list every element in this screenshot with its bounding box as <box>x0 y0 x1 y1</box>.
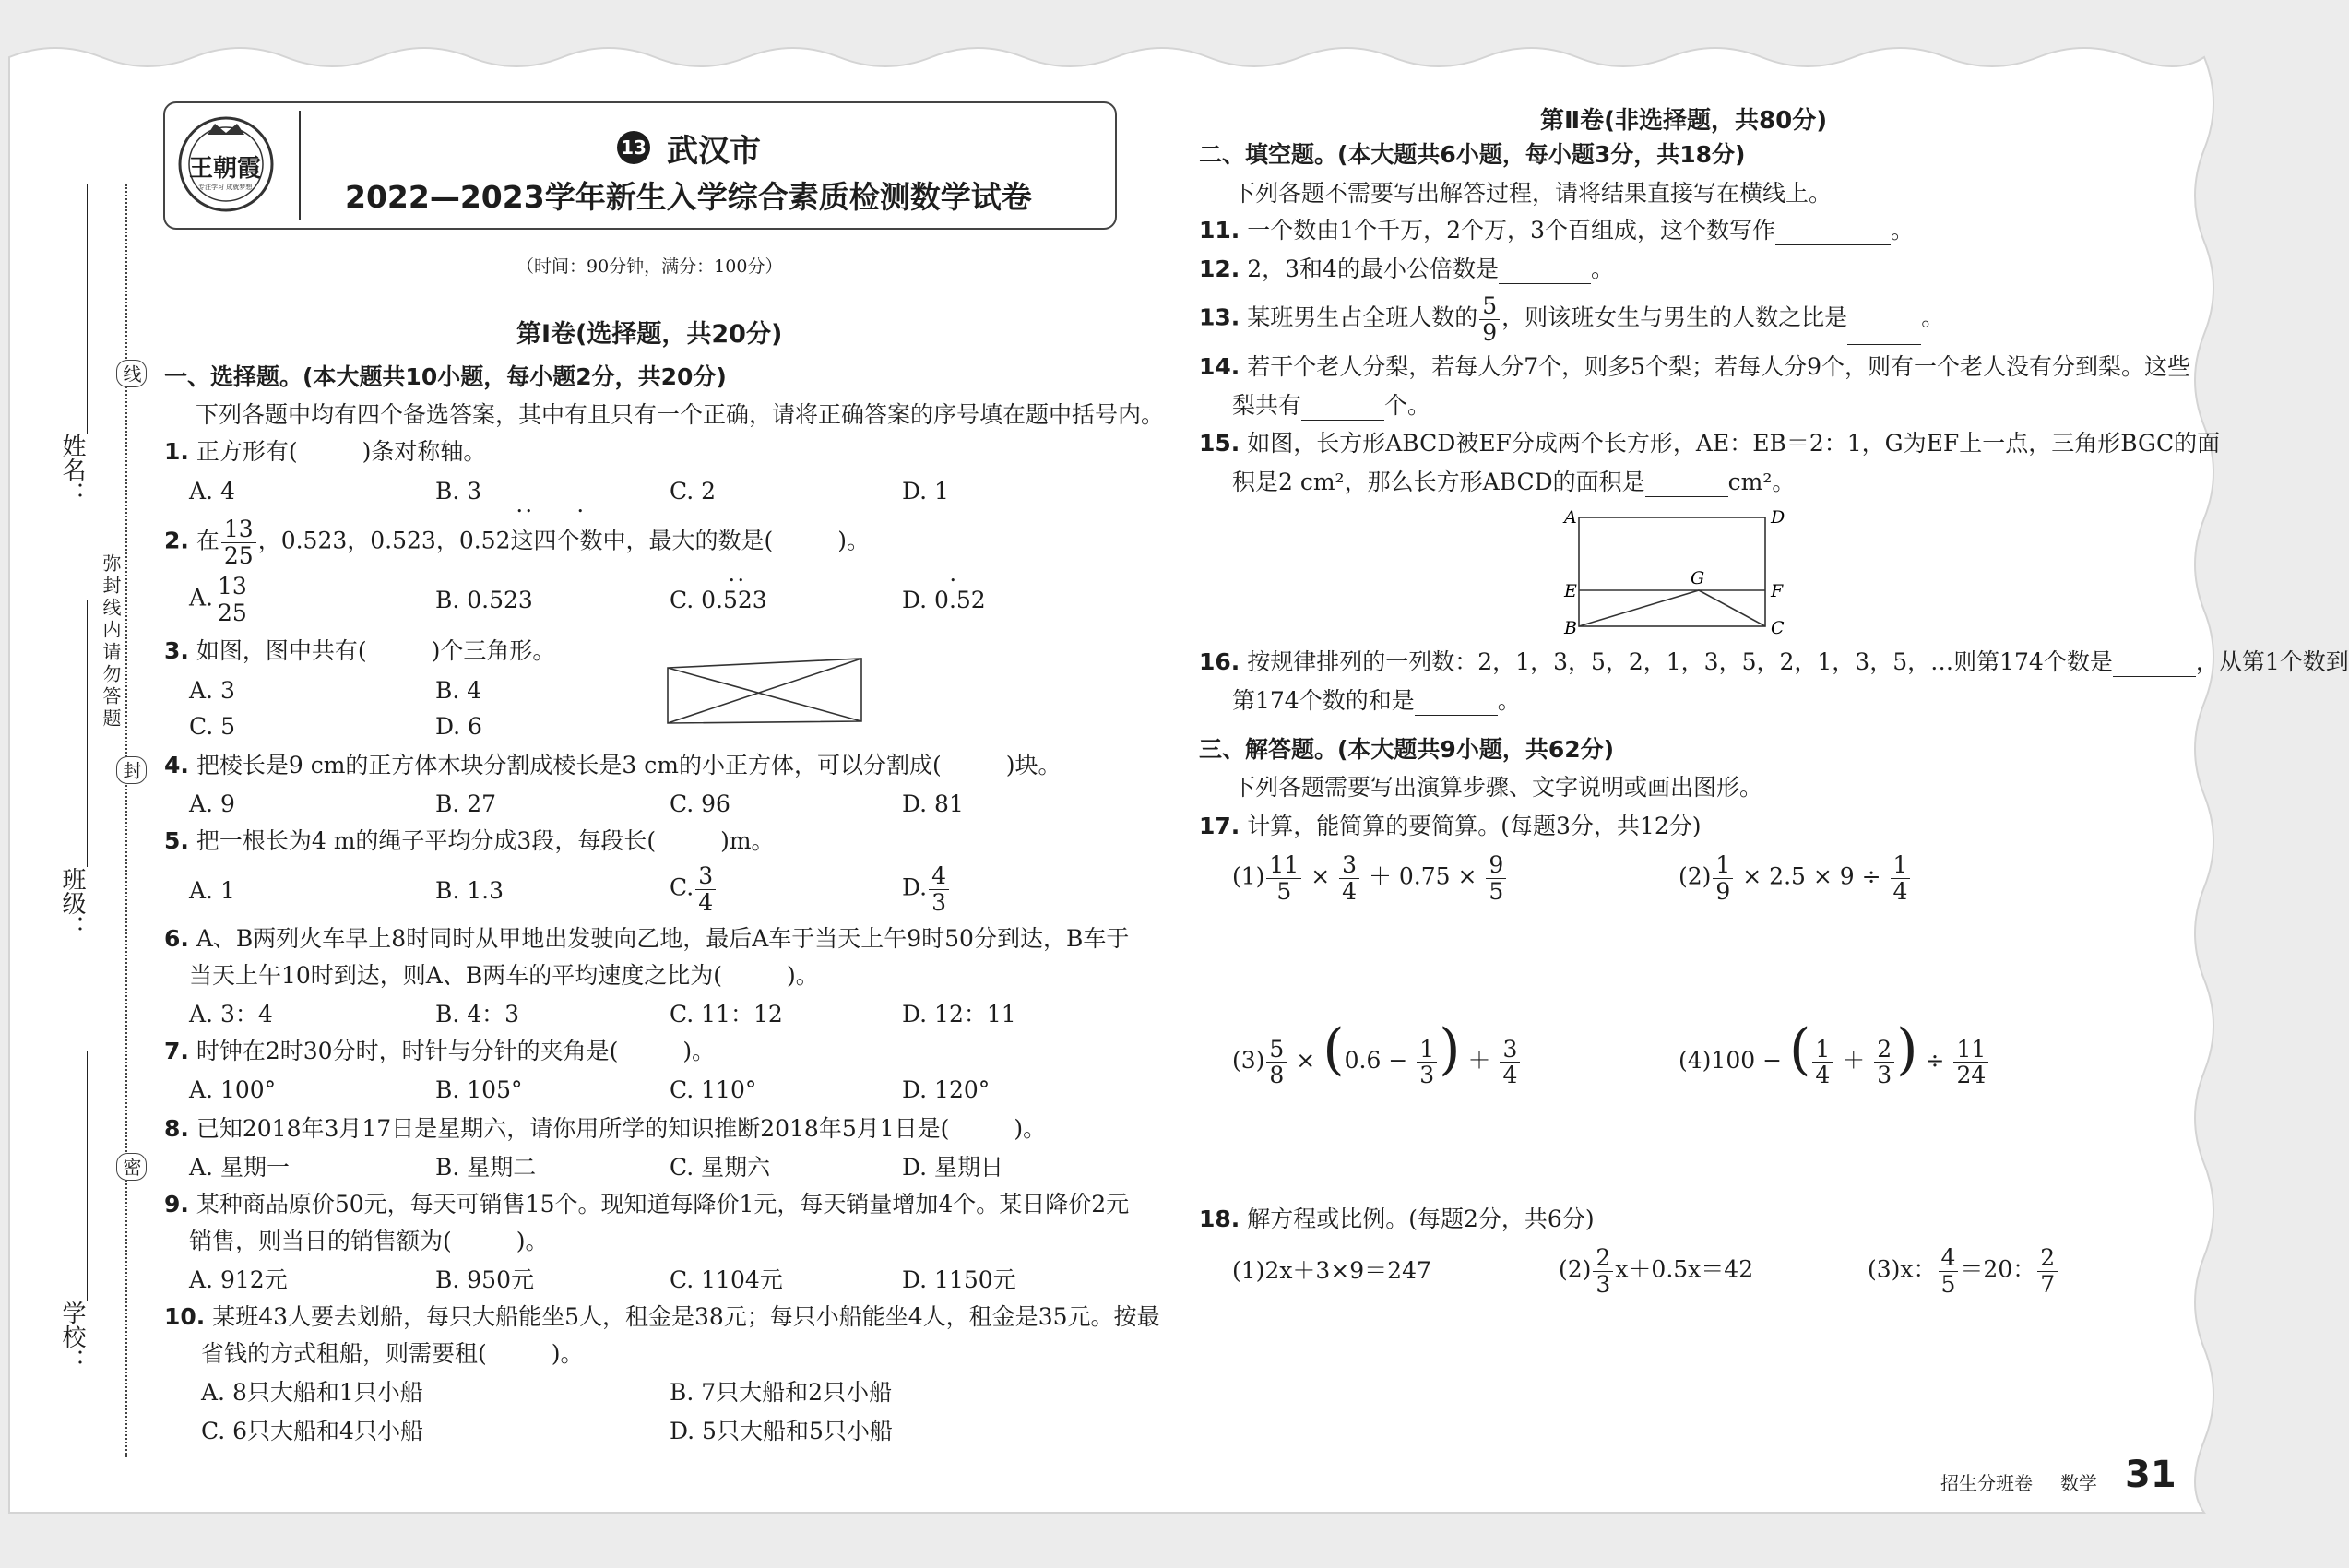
q9-line1: 9. 某种商品原价50元，每天可销售15个。现知道每降价1元，每天销量增加4个。某日降价2元 <box>164 1191 1130 1218</box>
q9-option-a: A. 912元 <box>189 1266 288 1293</box>
seal-text: 王朝霞 <box>189 155 262 183</box>
q17-expr-1: (1) $\frac{11}{5}$ × $\frac{3}{4}$ ＋ 0.75 × $\frac{9}{5}$ <box>1232 852 1508 904</box>
q9-option-b: B. 950元 <box>435 1266 534 1293</box>
q10-line1: 10. 某班43人要去划船，每只大船能坐5人，租金是38元；每只小船能坐4人，租金是35元。按最 <box>164 1303 1160 1330</box>
seal-logo <box>176 114 276 214</box>
q18: 18. 解方程或比例。(每题2分，共6分) <box>1199 1206 1595 1232</box>
q6-line2: 当天上午10时到达，则A、B两车的平均速度之比为( )。 <box>189 962 819 989</box>
q1-option-d: D. 1 <box>902 478 949 505</box>
q8: 8. 已知2018年3月17日是星期六，请你用所学的知识推断2018年5月1日是( )。 <box>164 1115 1047 1142</box>
q9-option-d: D. 1150元 <box>902 1266 1016 1293</box>
class-label: 班级： <box>58 867 86 939</box>
class-field[interactable] <box>65 600 101 867</box>
q6-line1: 6. A、B两列火车早上8时同时从甲地出发驶向乙地，最后A车于当天上午9时50分到达，B车于 <box>164 925 1130 952</box>
q18-work-area[interactable] <box>1232 1310 2154 1448</box>
q1-option-c: C. 2 <box>670 478 717 505</box>
q3-option-c: C. 5 <box>189 713 236 740</box>
fig-label-c: C <box>1771 618 1785 638</box>
footer-subject: 数学 <box>2060 1472 2097 1494</box>
q4-option-c: C. 96 <box>670 790 730 817</box>
binding-mark-line: 线 <box>116 360 147 387</box>
q10-option-a: A. 8只大船和1只小船 <box>201 1379 423 1406</box>
q1-option-a: A. 4 <box>189 478 235 505</box>
q16-line1: 16. 按规律排列的一列数：2，1，3，5，2，1，3，5，2，1，3，5，…则第174个数是 ，从第1个数到 <box>1199 648 2349 675</box>
q2-fraction: $\frac{13}{25}$ <box>221 517 256 568</box>
q8-option-d: D. 星期日 <box>902 1154 1004 1181</box>
section3-instruction: 下列各题需要写出演算步骤、文字说明或画出图形。 <box>1232 774 1763 801</box>
q6-option-a: A. 3：4 <box>189 1001 273 1028</box>
q2: 2. 在 $\frac{13}{25}$ ，0.523，0.523，0.52这四个数中，最大的数是( )。 <box>164 516 871 569</box>
q16-answer-blank-2[interactable] <box>1415 691 1498 716</box>
q15-figure <box>1559 503 1798 641</box>
q3-figure <box>666 657 865 727</box>
q2-option-c: C. 0.523 <box>670 587 767 613</box>
q5: 5. 把一根长为4 m的绳子平均分成3段，每段长( )m。 <box>164 827 775 854</box>
footer-series: 招生分班卷 <box>1940 1472 2033 1494</box>
exam-title: 2022—2023学年新生入学综合素质检测数学试卷 <box>345 179 1032 215</box>
q10-option-d: D. 5只大船和5只小船 <box>670 1418 893 1444</box>
q18-eq-3: (3)x： $\frac{4}{5}$ ＝20： $\frac{2}{7}$ <box>1868 1245 2059 1297</box>
fig-label-f: F <box>1771 581 1784 601</box>
q9-option-c: C. 1104元 <box>670 1266 783 1293</box>
part1-title: 第Ⅰ卷(选择题，共20分) <box>516 320 783 349</box>
section1-instruction: 下列各题中均有四个备选答案，其中有且只有一个正确，请将正确答案的序号填在题中括号内。 <box>196 401 1165 428</box>
q4: 4. 把棱长是9 cm的正方体木块分割成棱长是3 cm的小正方体，可以分割成( )块。 <box>164 752 1062 778</box>
section3-title: 三、解答题。(本大题共9小题，共62分) <box>1199 736 1615 763</box>
q5-option-c: C. $\frac{3}{4}$ <box>670 863 718 915</box>
fig-label-g: G <box>1691 568 1705 588</box>
q18-eq-1: (1)2x＋3×9＝247 <box>1232 1257 1431 1284</box>
q13-answer-blank[interactable] <box>1847 320 1921 345</box>
q11: 11. 一个数由1个千万，2个万，3个百组成，这个数写作 。 <box>1199 217 1914 244</box>
q17-expr-2: (2) $\frac{1}{9}$ × 2.5 × 9 ÷ $\frac{1}{4}$ <box>1679 852 1912 904</box>
binding-notice: 弥封线内请勿答题 <box>98 553 125 731</box>
q6-option-d: D. 12：11 <box>902 1001 1016 1028</box>
q13: 13. 某班男生占全班人数的 $\frac{5}{9}$ ，则该班女生与男生的人数之比是 。 <box>1199 292 1945 346</box>
q14-line2: 梨共有 个。 <box>1232 392 1431 419</box>
fig-label-a: A <box>1564 507 1577 528</box>
q13-fraction: $\frac{5}{9}$ <box>1479 293 1500 345</box>
q12: 12. 2，3和4的最小公倍数是 。 <box>1199 255 1614 282</box>
section1-title: 一、选择题。(本大题共10小题，每小题2分，共20分) <box>164 363 727 390</box>
q7-option-a: A. 100° <box>189 1076 277 1103</box>
q5-option-a: A. 1 <box>189 877 235 904</box>
q17-expr-3: (3) $\frac{5}{8}$ × (0.6 − $\frac{1}{3}$ ) ＋ $\frac{3}{4}$ <box>1232 1022 1522 1088</box>
q17-expr-4: (4)100 − ( $\frac{1}{4}$ ＋ $\frac{2}{3}$ ) ÷ $\frac{11}{24}$ <box>1679 1022 1990 1088</box>
q17-work-area-4[interactable] <box>1679 1098 2140 1190</box>
header-divider <box>299 111 301 220</box>
part2-title: 第Ⅱ卷(非选择题，共80分) <box>1540 107 1828 135</box>
q5-option-d: D. $\frac{4}{3}$ <box>902 863 951 915</box>
q10-line2: 省钱的方式租船，则需要租( )。 <box>201 1340 584 1367</box>
q8-option-b: B. 星期二 <box>435 1154 537 1181</box>
q5-option-b: B. 1.3 <box>435 877 504 904</box>
q3: 3. 如图，图中共有( )个三角形。 <box>164 637 556 664</box>
q2-option-a: A. $\frac{13}{25}$ <box>189 574 252 625</box>
q10-option-b: B. 7只大船和2只小船 <box>670 1379 893 1406</box>
q1-option-b: B. 3 <box>435 478 482 505</box>
seal-subtext: 专注学习 成就梦想 <box>198 184 253 191</box>
binding-mark-secret: 密 <box>116 1153 147 1181</box>
city-title: 武汉市 <box>667 133 761 170</box>
q15-answer-blank[interactable] <box>1645 472 1728 497</box>
q9-line2: 销售，则当日的销售额为( )。 <box>189 1228 549 1254</box>
q17: 17. 计算，能简算的要简算。(每题3分，共12分) <box>1199 813 1702 839</box>
exam-number-badge: 13 <box>617 131 650 164</box>
q18-eq-2: (2) $\frac{2}{3}$ x＋0.5x＝42 <box>1559 1244 1754 1298</box>
q17-work-area-2[interactable] <box>1679 922 2140 1015</box>
q12-answer-blank[interactable] <box>1499 259 1591 284</box>
q15-line2: 积是2 cm²，那么长方形ABCD的面积是 cm²。 <box>1232 469 1796 495</box>
q6-option-c: C. 11：12 <box>670 1001 783 1028</box>
binding-mark-seal: 封 <box>116 756 147 784</box>
q4-option-a: A. 9 <box>189 790 235 817</box>
q7-option-b: B. 105° <box>435 1076 523 1103</box>
q14-line1: 14. 若干个老人分梨，若每人分7个，则多5个梨；若每人分9个，则有一个老人没有分到梨。这些 <box>1199 353 2190 380</box>
time-info: （时间：90分钟，满分：100分） <box>516 256 783 277</box>
q6-option-b: B. 4：3 <box>435 1001 520 1028</box>
q2-option-d: D. 0.52 <box>902 587 986 613</box>
q3-option-b: B. 4 <box>435 677 482 704</box>
q11-answer-blank[interactable] <box>1775 220 1891 245</box>
q3-option-a: A. 3 <box>189 677 235 704</box>
q4-option-b: B. 27 <box>435 790 497 817</box>
q14-answer-blank[interactable] <box>1301 396 1384 421</box>
q17-work-area-3[interactable] <box>1232 1098 1666 1190</box>
school-field[interactable] <box>65 1051 101 1301</box>
q3-option-d: D. 6 <box>435 713 482 740</box>
page-number: 31 <box>2125 1454 2177 1496</box>
q17-work-area-1[interactable] <box>1232 922 1666 1015</box>
school-label: 学校： <box>58 1301 86 1372</box>
section2-instruction: 下列各题不需要写出解答过程，请将结果直接写在横线上。 <box>1232 180 1833 207</box>
q7: 7. 时钟在2时30分时，时针与分针的夹角是( )。 <box>164 1038 716 1064</box>
q10-option-c: C. 6只大船和4只小船 <box>201 1418 423 1444</box>
q1: 1. 正方形有( )条对称轴。 <box>164 438 487 465</box>
q15-line1: 15. 如图，长方形ABCD被EF分成两个长方形，AE：EB＝2：1，G为EF上一点，三角形BGC的面 <box>1199 430 2221 457</box>
q8-option-c: C. 星期六 <box>670 1154 771 1181</box>
fig-label-d: D <box>1771 507 1785 528</box>
q8-option-a: A. 星期一 <box>189 1154 290 1181</box>
fig-label-e: E <box>1564 581 1577 601</box>
section2-title: 二、填空题。(本大题共6小题，每小题3分，共18分) <box>1199 141 1746 168</box>
fig-label-b: B <box>1564 618 1577 638</box>
q16-line2: 第174个数的和是 。 <box>1232 687 1521 714</box>
q16-answer-blank-1[interactable] <box>2113 652 2196 677</box>
q2-option-b: B. 0.523 <box>435 587 533 613</box>
q7-option-c: C. 110° <box>670 1076 757 1103</box>
q7-option-d: D. 120° <box>902 1076 991 1103</box>
binding-margin <box>55 184 148 1457</box>
header-box <box>163 101 1117 230</box>
q4-option-d: D. 81 <box>902 790 964 817</box>
name-field[interactable] <box>65 184 101 434</box>
name-label: 姓名： <box>58 434 86 505</box>
